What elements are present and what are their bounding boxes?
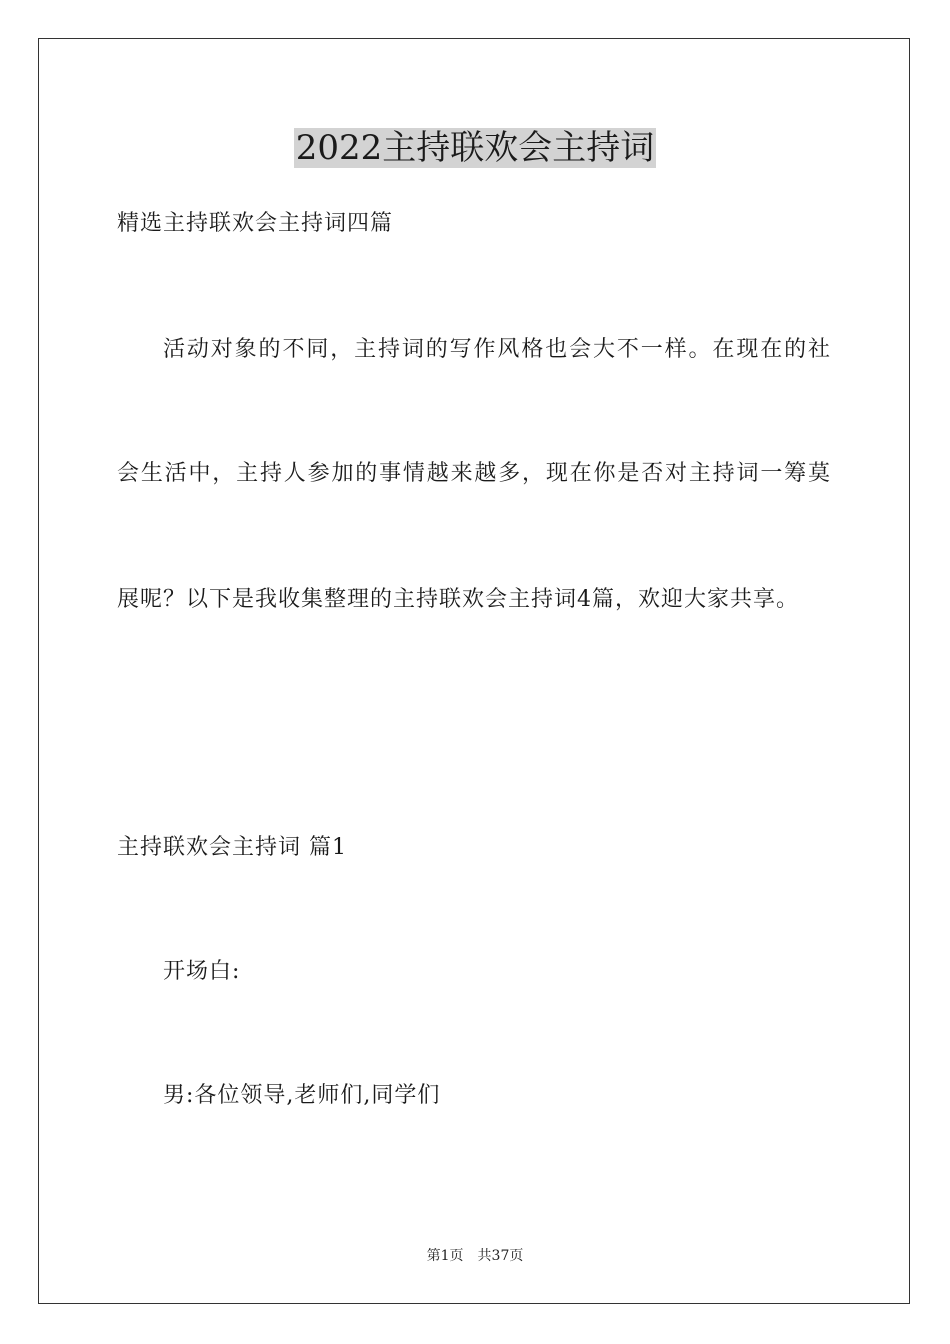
page-number-total: 共37页 — [477, 1248, 524, 1264]
document-subtitle: 精选主持联欢会主持词四篇 — [117, 211, 394, 236]
document-title — [0, 126, 950, 170]
document-title-text: 2022主持联欢会主持词 — [295, 128, 655, 168]
page-number-current: 第1页 — [426, 1248, 464, 1264]
opening-label: 开场白: — [163, 959, 241, 984]
intro-line-2: 会生活中，主持人参加的事情越来越多，现在你是否对主持词一筹莫 — [117, 461, 831, 486]
male-host-line: 男:各位领导,老师们,同学们 — [163, 1083, 441, 1108]
intro-line-3: 展呢？以下是我收集整理的主持联欢会主持词4篇，欢迎大家共享。 — [117, 587, 799, 612]
intro-line-1: 活动对象的不同，主持词的写作风格也会大不一样。在现在的社 — [163, 337, 831, 362]
section-heading: 主持联欢会主持词 篇1 — [117, 835, 347, 860]
page-footer — [0, 1246, 950, 1266]
